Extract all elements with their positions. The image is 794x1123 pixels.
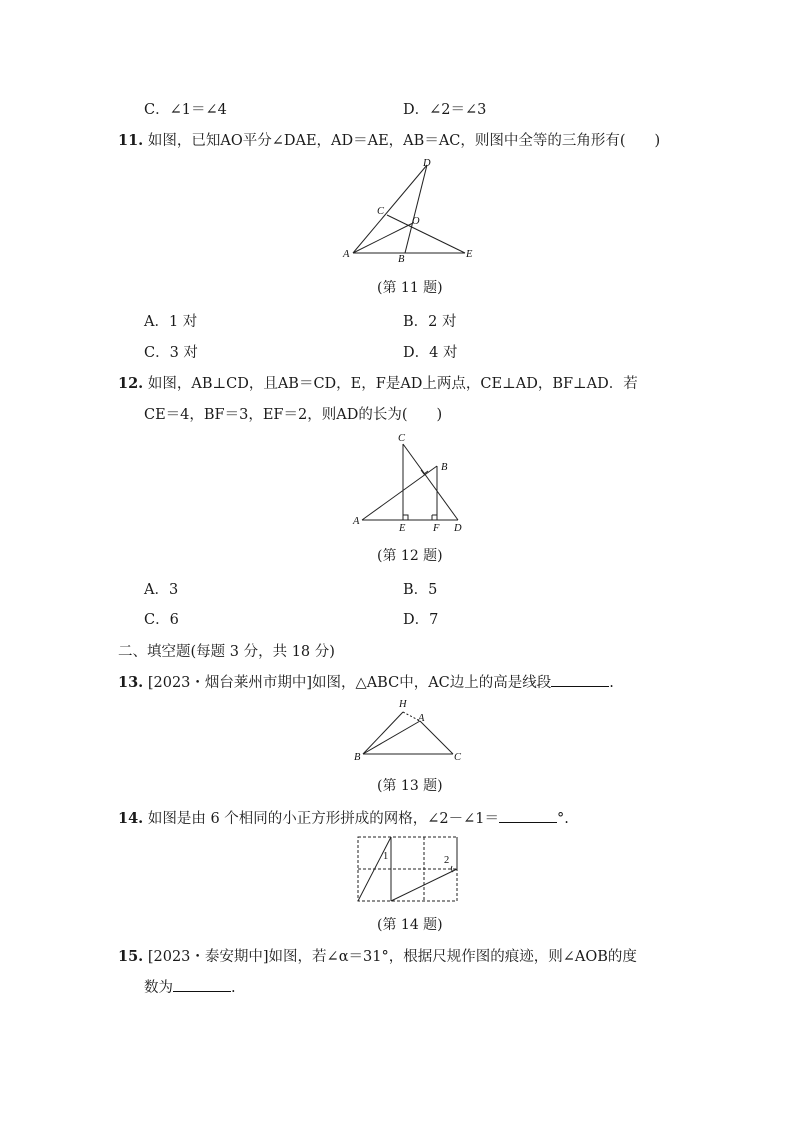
- q12-number: 12.: [118, 375, 144, 392]
- q14-answer-blank: [499, 808, 557, 823]
- q12-segment-cd: [403, 444, 458, 520]
- q15-stem-line-1: [118, 945, 637, 966]
- q12-label-f: F: [433, 523, 440, 534]
- q13-caption: (第 13 题): [377, 778, 443, 794]
- q11-label-d: D: [423, 158, 431, 169]
- q11-option-d: D．4 对: [403, 345, 458, 361]
- q14-stem-end: °.: [557, 811, 569, 827]
- q14-angle-2-arc: [451, 866, 453, 872]
- q12-stem-line-2: CE＝4，BF＝3，EF＝2，则AD的长为( ): [144, 407, 443, 423]
- q12-option-d: D．7: [403, 612, 439, 628]
- q11-segment-ce: [387, 215, 465, 253]
- q11-option-c: C．3 对: [144, 345, 198, 361]
- q12-label-a: A: [353, 516, 360, 527]
- q11-stem-line: [118, 129, 660, 150]
- q11-label-b: B: [398, 254, 405, 264]
- q11-segment-ao: [353, 223, 413, 253]
- q13-answer-blank: [551, 672, 609, 687]
- q15-number: 15.: [118, 948, 144, 965]
- section-heading: 二、填空题(每题 3 分，共 18 分): [118, 644, 335, 660]
- q11-stem: 如图，已知AO平分∠DAE，AD＝AE，AB＝AC，则图中全等的三角形有( ): [147, 133, 661, 149]
- q12-label-c: C: [398, 433, 406, 444]
- q14-number: 14.: [118, 810, 144, 827]
- q14-grid-outline: [358, 837, 457, 901]
- q13-number: 13.: [118, 674, 144, 691]
- q15-answer-blank: [173, 977, 231, 992]
- q11-number: 11.: [118, 132, 144, 149]
- q11-caption: (第 11 题): [377, 280, 443, 296]
- q14-stem-line: [118, 807, 569, 828]
- q13-stem-line: [118, 671, 614, 692]
- q12-stem-1: 如图，AB⊥CD，且AB＝CD，E，F是AD上两点，CE⊥AD，BF⊥AD．若: [147, 376, 638, 392]
- q13-label-c: C: [454, 752, 462, 763]
- q11-label-a: A: [343, 249, 350, 260]
- q10-option-d: D．∠2＝∠3: [403, 102, 487, 118]
- q13-stem-end: .: [609, 675, 614, 691]
- q14-stem: 如图是由 6 个相同的小正方形拼成的网格，∠2－∠1＝: [147, 811, 500, 827]
- q14-label-1: 1: [383, 851, 389, 862]
- q13-label-a: A: [418, 713, 425, 724]
- q12-figure: [350, 428, 470, 534]
- q12-label-d: D: [454, 523, 462, 534]
- q11-label-o: O: [412, 216, 420, 227]
- q12-option-c: C．6: [144, 612, 179, 628]
- q12-stem-line-1: [118, 372, 638, 393]
- q13-stem: [2023・烟台莱州市期中]如图，△ABC中，AC边上的高是线段: [147, 675, 552, 691]
- q15-stem-1: [2023・泰安期中]如图，若∠α＝31°，根据尺规作图的痕迹，则∠AOB的度: [147, 949, 637, 965]
- q12-option-b: B．5: [403, 582, 438, 598]
- q13-label-b: B: [354, 752, 361, 763]
- q13-label-h: H: [399, 699, 407, 710]
- q15-stem-2: 数为: [144, 980, 173, 996]
- q11-label-c: C: [377, 206, 385, 217]
- q13-segment-ac: [420, 721, 453, 754]
- q15-stem-end: .: [231, 980, 236, 996]
- q12-label-e: E: [399, 523, 406, 534]
- q11-option-a: A．1 对: [144, 314, 198, 330]
- q12-option-a: A．3: [144, 582, 179, 598]
- q14-diagonal-1: [358, 837, 391, 901]
- q15-stem-line-2: [144, 976, 236, 997]
- q11-label-e: E: [466, 249, 473, 260]
- q12-right-angle-e: [403, 515, 408, 520]
- q13-figure: [350, 697, 465, 765]
- q13-segment-ba: [363, 721, 420, 754]
- q12-caption: (第 12 题): [377, 548, 443, 564]
- q14-label-2: 2: [444, 855, 450, 866]
- q14-figure: [356, 834, 460, 904]
- q10-option-c: C．∠1＝∠4: [144, 102, 227, 118]
- q11-figure: [340, 156, 480, 264]
- q14-caption: (第 14 题): [377, 917, 443, 933]
- q12-label-b: B: [441, 462, 448, 473]
- q12-segment-ab: [362, 466, 437, 520]
- q11-option-b: B．2 对: [403, 314, 457, 330]
- q13-segment-bh: [363, 712, 403, 754]
